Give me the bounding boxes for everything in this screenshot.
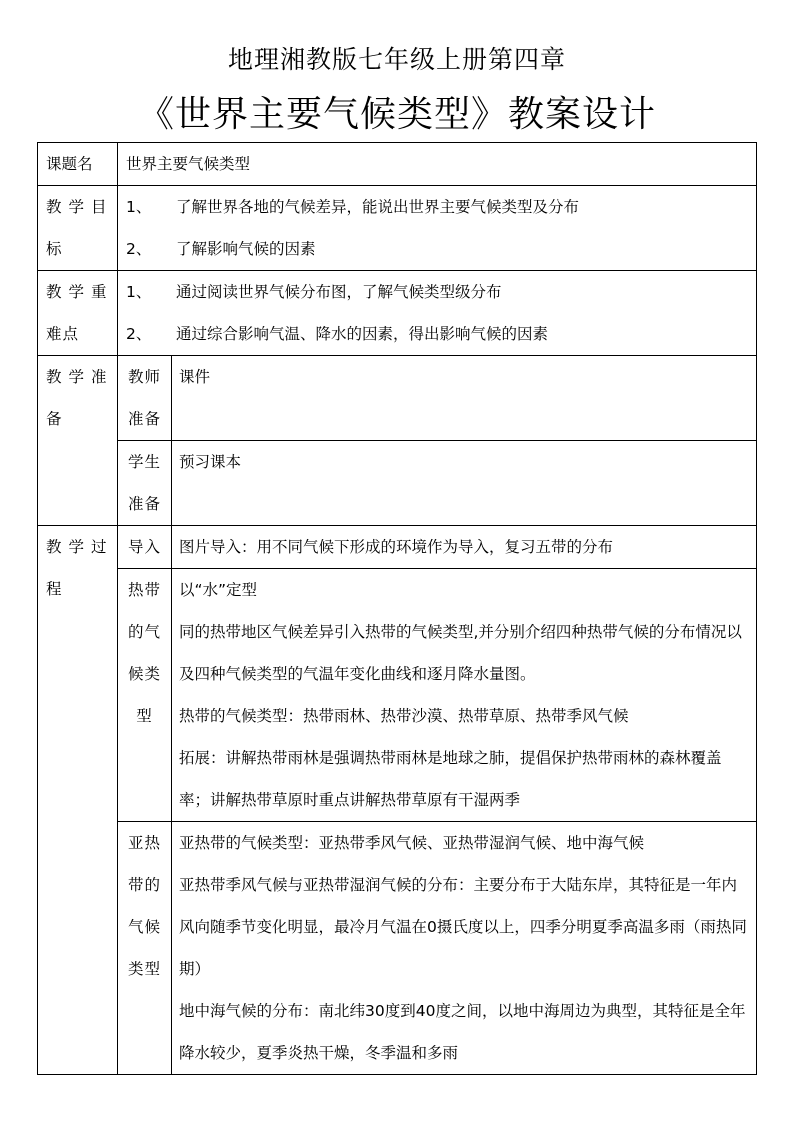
key-point-number: 1、 — [126, 283, 152, 301]
tropical-label — [118, 569, 172, 822]
key-points-label — [38, 271, 118, 356]
row-objectives — [38, 186, 757, 271]
document-title-line2: 《世界主要气候类型》教案设计 — [137, 94, 656, 135]
key-points-content — [118, 271, 757, 356]
key-points-label-line2: 难点 — [46, 325, 80, 343]
row-topic — [38, 143, 757, 186]
objective-text: 了解影响气候的因素 — [176, 240, 316, 258]
tropical-content — [172, 569, 757, 822]
process-label — [38, 526, 118, 1075]
tropical-label-line: 的气 — [127, 623, 161, 641]
subtropical-label-line: 亚热 — [127, 834, 161, 852]
tropical-label-line: 热带 — [127, 581, 161, 599]
topic-label: 课题名 — [38, 143, 118, 186]
row-preparation-teacher — [38, 356, 757, 441]
process-label-line1: 教学过 — [46, 538, 114, 556]
teacher-prep-label-line2: 准备 — [127, 410, 161, 428]
subtropical-paragraph: 亚热带季风气候与亚热带湿润气候的分布：主要分布于大陆东岸，其特征是一年内风向随季节变化明显，最冷月气温在0摄氏度以上，四季分明夏季高温多雨（雨热同期） — [179, 876, 747, 978]
tropical-paragraph: 拓展：讲解热带雨林是强调热带雨林是地球之肺，提倡保护热带雨林的森林覆盖率；讲解热带草原时重点讲解热带草原有干湿两季 — [179, 749, 722, 809]
tropical-label-line: 候类 — [127, 665, 161, 683]
teacher-prep-value: 课件 — [172, 356, 757, 441]
preparation-label-line1: 教学准 — [46, 368, 114, 386]
intro-value: 图片导入：用不同气候下形成的环境作为导入，复习五带的分布 — [172, 526, 757, 569]
subtropical-label — [118, 822, 172, 1075]
subtropical-label-line: 气候 — [127, 918, 161, 936]
topic-value: 世界主要气候类型 — [118, 143, 757, 186]
key-point-item — [126, 271, 756, 313]
subtropical-content — [172, 822, 757, 1075]
key-point-item — [126, 313, 756, 355]
objectives-label-line1: 教学目 — [46, 198, 114, 216]
objective-text: 了解世界各地的气候差异，能说出世界主要气候类型及分布 — [176, 198, 580, 216]
document-title-line1: 地理湘教版七年级上册第四章 — [227, 45, 566, 74]
row-key-points — [38, 271, 757, 356]
key-point-text: 通过综合影响气温、降水的因素，得出影响气候的因素 — [176, 325, 549, 343]
row-process-intro — [38, 526, 757, 569]
teacher-prep-label — [118, 356, 172, 441]
objective-item — [126, 186, 756, 228]
lesson-plan-table — [37, 142, 757, 1075]
tropical-paragraph: 同的热带地区气候差异引入热带的气候类型,并分别介绍四种热带气候的分布情况以及四种气候类型的气温年变化曲线和逐月降水量图。 — [179, 623, 742, 683]
objective-number: 1、 — [126, 198, 152, 216]
preparation-label-line2: 备 — [46, 410, 69, 428]
subtropical-paragraph: 亚热带的气候类型：亚热带季风气候、亚热带湿润气候、地中海气候 — [179, 834, 645, 852]
key-points-label-line1: 教学重 — [46, 283, 114, 301]
process-label-line2: 程 — [46, 580, 69, 598]
intro-label: 导入 — [118, 526, 172, 569]
student-prep-label-line2: 准备 — [127, 495, 161, 513]
objectives-label — [38, 186, 118, 271]
subtropical-label-line: 带的 — [127, 876, 161, 894]
key-point-number: 2、 — [126, 325, 152, 343]
row-process-subtropical — [38, 822, 757, 1075]
row-preparation-student — [38, 441, 757, 526]
subtropical-label-line: 类型 — [127, 960, 161, 978]
teacher-prep-label-line1: 教师 — [127, 368, 161, 386]
tropical-paragraph: 以“水”定型 — [179, 581, 258, 599]
student-prep-value: 预习课本 — [172, 441, 757, 526]
tropical-label-line: 型 — [136, 707, 153, 725]
student-prep-label-line1: 学生 — [127, 453, 161, 471]
row-process-tropical — [38, 569, 757, 822]
tropical-paragraph: 热带的气候类型：热带雨林、热带沙漠、热带草原、热带季风气候 — [179, 707, 629, 725]
student-prep-label — [118, 441, 172, 526]
objective-number: 2、 — [126, 240, 152, 258]
key-point-text: 通过阅读世界气候分布图，了解气候类型级分布 — [176, 283, 502, 301]
subtropical-paragraph: 地中海气候的分布：南北纬30度到40度之间，以地中海周边为典型，其特征是全年降水较少，夏季炎热干燥，冬季温和多雨 — [179, 1002, 746, 1062]
preparation-label — [38, 356, 118, 526]
objective-item — [126, 228, 756, 270]
objectives-content — [118, 186, 757, 271]
objectives-label-line2: 标 — [46, 240, 69, 258]
